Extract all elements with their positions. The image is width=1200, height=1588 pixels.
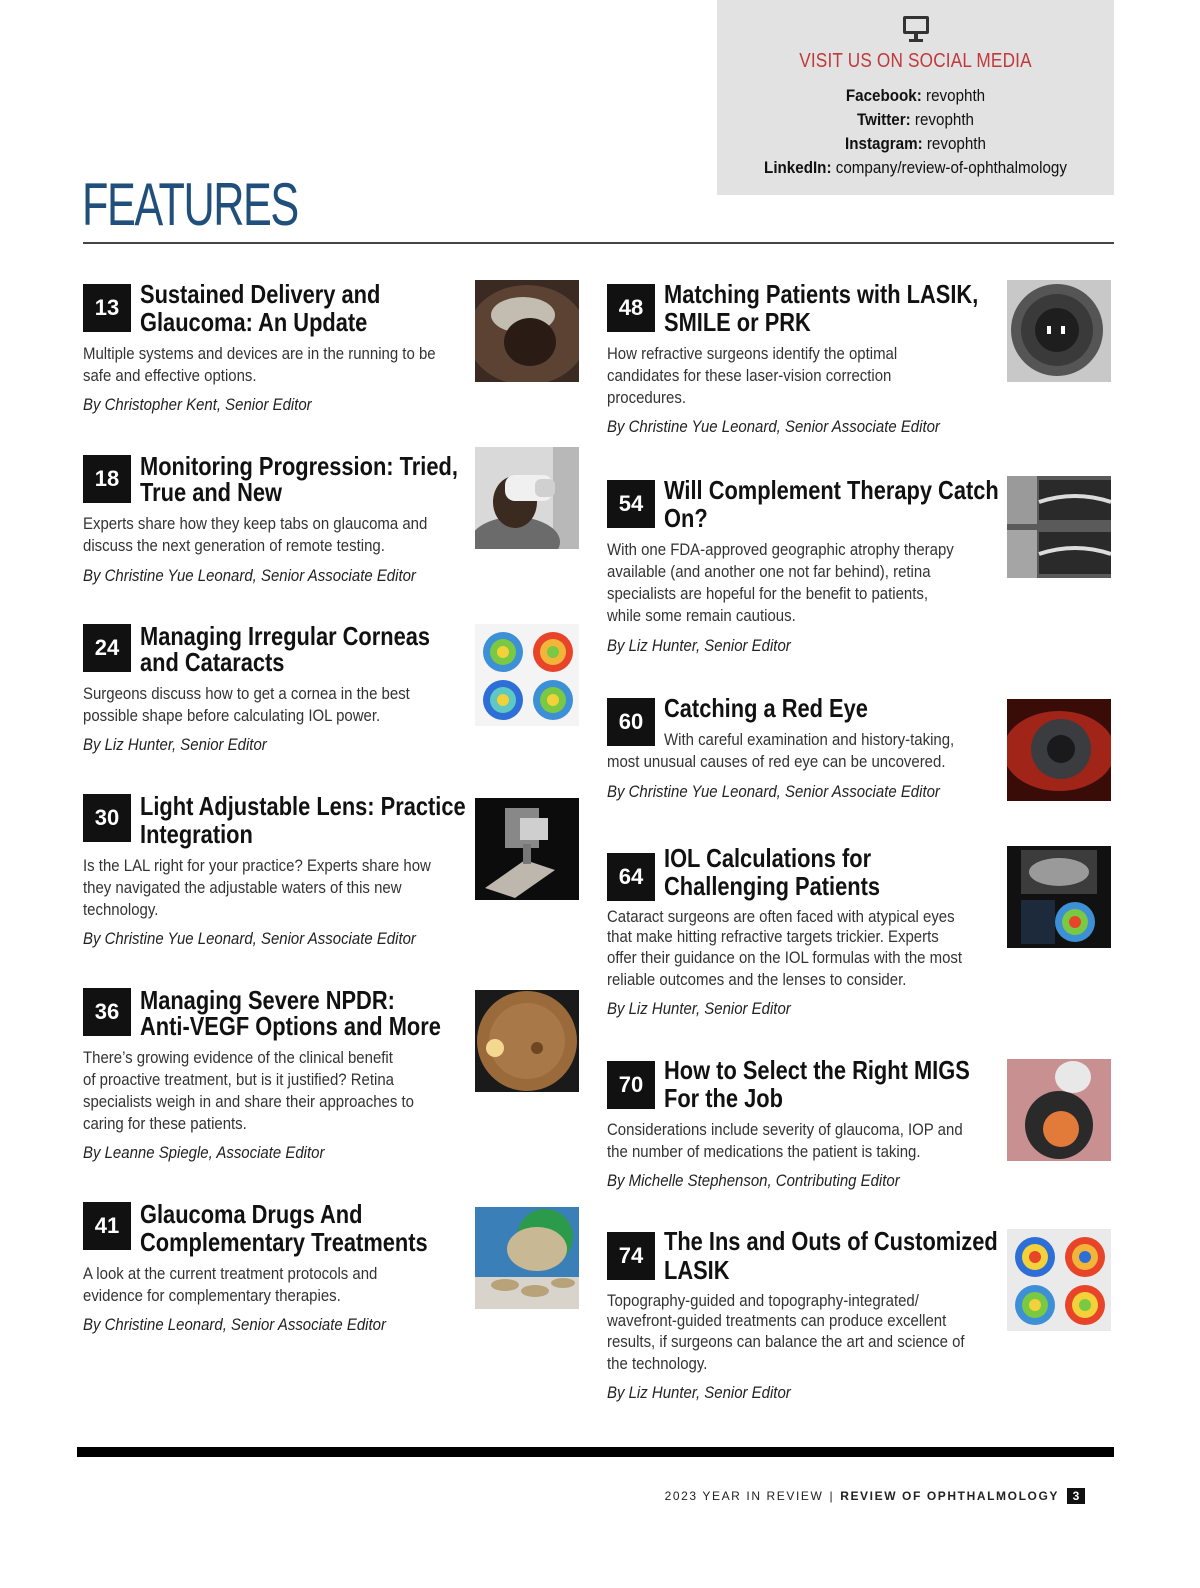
social-label: Instagram:: [845, 135, 923, 153]
article-title-line: Anti-VEGF Options and More: [140, 1011, 441, 1041]
article-thumbnail-biometry: [1007, 846, 1111, 948]
article-description-line: specialists weigh in and share their approaches to: [83, 1092, 414, 1111]
social-label: Facebook:: [845, 87, 922, 105]
article-title-line: IOL Calculations for: [664, 843, 872, 873]
article-description-line: evidence for complementary therapies.: [83, 1286, 341, 1305]
article-description-line: the technology.: [607, 1354, 708, 1373]
article-description-line: results, if surgeons can balance the art and science of: [607, 1332, 965, 1351]
article-description-line: A look at the current treatment protocols and: [83, 1264, 378, 1283]
article-description-line: Experts share how they keep tabs on glaucoma and: [83, 514, 428, 533]
article-thumbnail-topography-maps: [1007, 1229, 1111, 1331]
social-link-instagram[interactable]: [733, 135, 1098, 154]
article-title-line: Will Complement Therapy Catch: [664, 475, 999, 505]
article-title-line: Glaucoma Drugs And: [140, 1199, 363, 1229]
article-title-line: Integration: [140, 819, 253, 849]
article-description-line: Considerations include severity of glaucoma, IOP and: [607, 1120, 963, 1139]
article-byline: By Christine Yue Leonard, Senior Associate Editor: [607, 782, 940, 801]
article-thumbnail-eye-lasik: [1007, 280, 1111, 382]
article-title-line: Complementary Treatments: [140, 1227, 428, 1257]
article-title-line: Sustained Delivery and: [140, 279, 381, 309]
article-description-line: With one FDA-approved geographic atrophy therapy: [607, 540, 954, 559]
article-thumbnail-red-eye: [1007, 699, 1111, 801]
social-heading: VISIT US ON SOCIAL MEDIA: [799, 50, 1032, 72]
article-byline: By Liz Hunter, Senior Editor: [607, 999, 791, 1018]
social-value: company/review-of-ophthalmology: [835, 159, 1067, 177]
article-byline: By Christine Leonard, Senior Associate Editor: [83, 1315, 386, 1334]
page-number-badge: 24: [83, 624, 131, 672]
article-title-line: Challenging Patients: [664, 871, 881, 901]
article-description-line: With careful examination and history-taking,: [664, 730, 955, 749]
article-title-line: Managing Severe NPDR:: [140, 985, 395, 1015]
article-description-line: procedures.: [607, 388, 687, 407]
article-description-line: There’s growing evidence of the clinical benefit: [83, 1048, 393, 1067]
page-number-badge: 70: [607, 1061, 655, 1109]
article-description-line: safe and effective options.: [83, 366, 257, 385]
footer-separator: |: [829, 1489, 835, 1503]
article-description-line: possible shape before calculating IOL power.: [83, 706, 381, 725]
article-description-line: Topography-guided and topography-integrated/: [607, 1291, 919, 1310]
article-title-line: Glaucoma: An Update: [140, 307, 368, 337]
article-description-line: offer their guidance on the IOL formulas with the most: [607, 948, 963, 967]
article-title-line: SMILE or PRK: [664, 307, 811, 337]
article-description-line: Multiple systems and devices are in the running to be: [83, 344, 436, 363]
article-byline: By Christine Yue Leonard, Senior Associate Editor: [607, 417, 940, 436]
title-divider: [83, 242, 1114, 244]
article-title-line: The Ins and Outs of Customized: [664, 1226, 998, 1256]
article-title-line: How to Select the Right MIGS: [664, 1055, 970, 1085]
page-number-badge: 41: [83, 1202, 131, 1250]
page-number-badge: 13: [83, 284, 131, 332]
article-title-line: For the Job: [664, 1083, 783, 1113]
page-number-badge: 48: [607, 284, 655, 332]
article-description-line: the number of medications the patient is taking.: [607, 1142, 921, 1161]
page-number-badge: 74: [607, 1232, 655, 1280]
article-description-line: How refractive surgeons identify the optimal: [607, 344, 898, 363]
article-title-line: True and New: [140, 477, 282, 507]
footer-page-number: 3: [1067, 1488, 1085, 1504]
social-link-linkedin[interactable]: [733, 159, 1098, 178]
article-description-line: technology.: [83, 900, 159, 919]
article-description-line: most unusual causes of red eye can be uncovered.: [607, 752, 946, 771]
page-number-badge: 30: [83, 794, 131, 842]
page-number-badge: 64: [607, 853, 655, 901]
article-byline: By Liz Hunter, Senior Editor: [83, 735, 267, 754]
social-value: revophth: [926, 135, 986, 153]
article-title-line: Managing Irregular Corneas: [140, 621, 431, 651]
article-title-line: Monitoring Progression: Tried,: [140, 451, 458, 481]
article-thumbnail-pills: [475, 1207, 579, 1309]
article-title-line: and Cataracts: [140, 647, 285, 677]
article-description-line: of proactive treatment, but is it justified? Retina: [83, 1070, 394, 1089]
social-label: LinkedIn:: [764, 159, 832, 177]
article-title-line: On?: [664, 503, 708, 533]
article-description-line: candidates for these laser-vision correction: [607, 366, 892, 385]
article-description-line: specialists are hopeful for the benefit to patients,: [607, 584, 929, 603]
article-byline: By Christopher Kent, Senior Editor: [83, 395, 312, 414]
article-description-line: caring for these patients.: [83, 1114, 247, 1133]
page-number-badge: 36: [83, 988, 131, 1036]
social-label: Twitter:: [856, 111, 911, 129]
social-value: revophth: [926, 87, 986, 105]
social-link-facebook[interactable]: [733, 87, 1098, 106]
article-thumbnail-eye-glaucoma: [475, 280, 579, 382]
article-thumbnail-vr-headset: [475, 447, 579, 549]
article-thumbnail-lal-device: [475, 798, 579, 900]
article-description-line: reliable outcomes and the lenses to consider.: [607, 970, 907, 989]
article-title-line: Light Adjustable Lens: Practice: [140, 791, 466, 821]
article-title-line: Catching a Red Eye: [664, 693, 868, 723]
article-thumbnail-retina-fundus: [475, 990, 579, 1092]
article-byline: By Leanne Spiegle, Associate Editor: [83, 1143, 325, 1162]
social-link-twitter[interactable]: [733, 111, 1098, 130]
article-description-line: available (and another one not far behind), retina: [607, 562, 931, 581]
article-byline: By Michelle Stephenson, Contributing Editor: [607, 1171, 900, 1190]
article-thumbnail-oct-scans: [1007, 476, 1111, 578]
article-byline: By Christine Yue Leonard, Senior Associate Editor: [83, 929, 416, 948]
article-byline: By Liz Hunter, Senior Editor: [607, 636, 791, 655]
page-number-badge: 54: [607, 480, 655, 528]
article-description-line: they navigated the adjustable waters of this new: [83, 878, 402, 897]
footer-divider: [77, 1447, 1114, 1457]
article-description-line: discuss the next generation of remote testing.: [83, 536, 385, 555]
article-description-line: while some remain cautious.: [607, 606, 796, 625]
article-title-line: Matching Patients with LASIK,: [664, 279, 979, 309]
article-description-line: Surgeons discuss how to get a cornea in the best: [83, 684, 410, 703]
article-description-line: that make hitting refractive targets trickier. Experts: [607, 927, 939, 946]
article-thumbnail-corneal-topography: [475, 624, 579, 726]
article-title-line: LASIK: [664, 1255, 730, 1285]
footer-year-text: 2023 YEAR IN REVIEW: [664, 1489, 824, 1503]
article-thumbnail-migs-surgery: [1007, 1059, 1111, 1161]
page-footer: [665, 1488, 1085, 1504]
footer-publication: REVIEW OF OPHTHALMOLOGY: [840, 1489, 1059, 1503]
article-description-line: Cataract surgeons are often faced with atypical eyes: [607, 907, 955, 926]
article-byline: By Christine Yue Leonard, Senior Associate Editor: [83, 566, 416, 585]
article-byline: By Liz Hunter, Senior Editor: [607, 1383, 791, 1402]
page-number-badge: 18: [83, 455, 131, 503]
monitor-icon: [903, 16, 929, 44]
social-media-box: [717, 0, 1114, 195]
social-value: revophth: [914, 111, 974, 129]
page-title: FEATURES: [82, 171, 298, 238]
article-description-line: wavefront-guided treatments can produce excellent: [607, 1311, 947, 1330]
article-description-line: Is the LAL right for your practice? Experts share how: [83, 856, 431, 875]
page-number-badge: 60: [607, 698, 655, 746]
